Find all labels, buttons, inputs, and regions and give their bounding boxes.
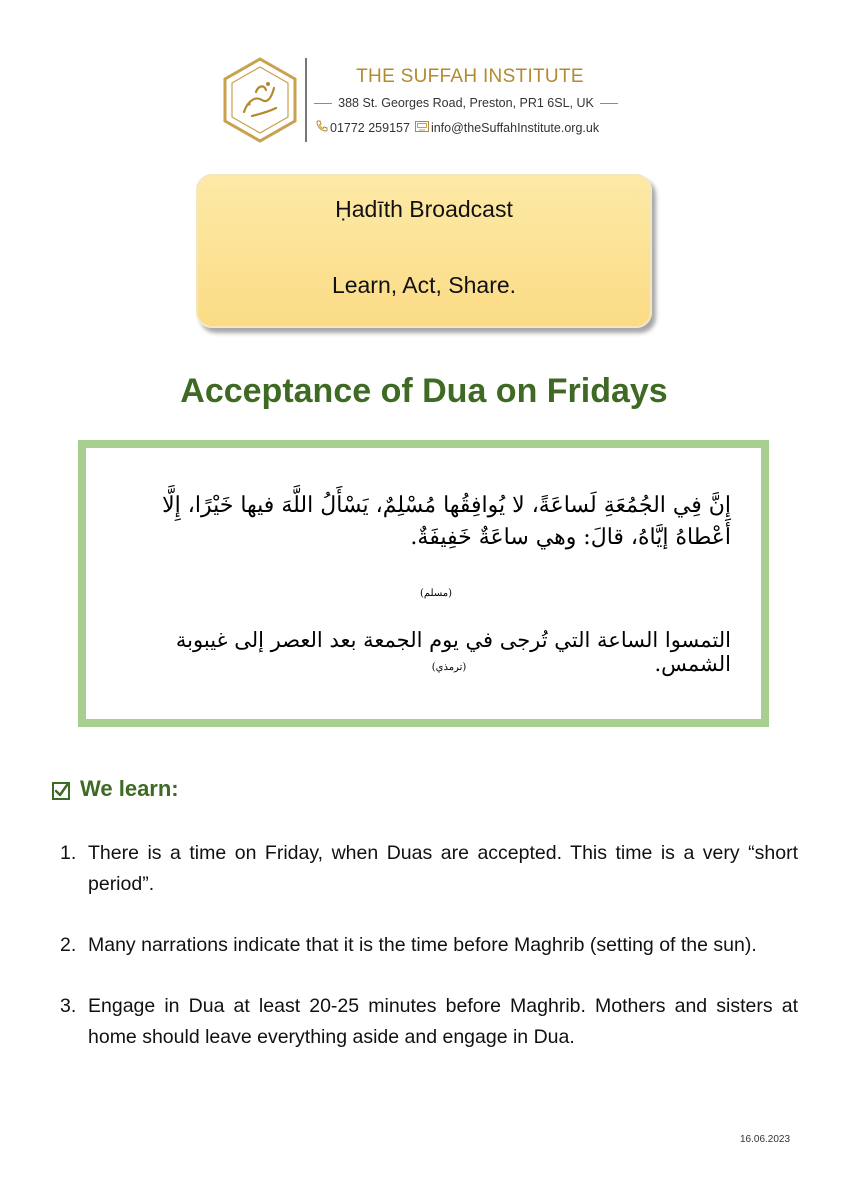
org-name: THE SUFFAH INSTITUTE — [356, 66, 584, 87]
page-title: Acceptance of Dua on Fridays — [180, 372, 668, 410]
footer-date: 16.06.2023 — [740, 1134, 791, 1145]
header-divider — [305, 58, 307, 142]
address-line-right — [600, 103, 618, 104]
hadith-reference-1: (مسلم) — [419, 588, 453, 599]
list-item: 1. There is a time on Friday, when Duas are accepted. This time is a very “short period”. — [60, 842, 798, 895]
broadcast-subtitle: Learn, Act, Share. — [331, 272, 517, 298]
address-text: 388 St. Georges Road, Preston, PR1 6SL, UK — [338, 96, 594, 110]
list-item-text: Many narrations indicate that it is the time before Maghrib (setting of the sun). — [88, 934, 757, 956]
address-row — [314, 96, 618, 110]
suffah-hexagon-logo-icon — [222, 56, 298, 144]
hadith-reference-2: (ترمذي) — [431, 662, 467, 673]
address-line-left — [314, 103, 332, 104]
email-icon — [415, 121, 429, 135]
email-address[interactable]: info@theSuffahInstitute.org.uk — [430, 120, 600, 135]
checkbox-checked-icon — [52, 780, 70, 798]
phone-number[interactable]: 01772 259157 — [330, 120, 410, 135]
learn-points-list — [60, 838, 798, 1083]
broadcast-title: Ḥadīth Broadcast — [335, 196, 513, 222]
hadith-box — [78, 440, 769, 727]
hadith-text-2: التمسوا الساعة التي تُرجى في يوم الجمعة بعد العصر إلى غيبوبة الشمس. — [175, 628, 731, 676]
list-item: 2. Many narrations indicate that it is the time before Maghrib (setting of the sun). — [60, 934, 757, 956]
list-item-text: Engage in Dua at least 20-25 minutes before Maghrib. Mothers and sisters at home should leave everything aside and engage in Dua. — [88, 995, 798, 1048]
phone-icon — [316, 120, 328, 135]
learn-heading-text: We learn: — [80, 776, 179, 801]
list-item: 3. Engage in Dua at least 20-25 minutes before Maghrib. Mothers and sisters at home should leave everything aside and engage in Dua. — [60, 995, 798, 1048]
broadcast-box — [196, 174, 652, 328]
learn-heading — [52, 776, 179, 802]
hadith-text-1: إِنَّ فِي الجُمُعَةِ لَساعَةً، لا يُوافِقُها مُسْلِمٌ، يَسْأَلُ اللَّهَ فيها خَيْرًا، إِلَّا أعْطاهُ إيَّاهُ، قالَ: وهي ساعَةٌ خَفِيفَةٌ. — [162, 493, 731, 550]
list-item-text: There is a time on Friday, when Duas are accepted. This time is a very “short period”. — [88, 842, 798, 895]
contact-row — [316, 120, 626, 135]
